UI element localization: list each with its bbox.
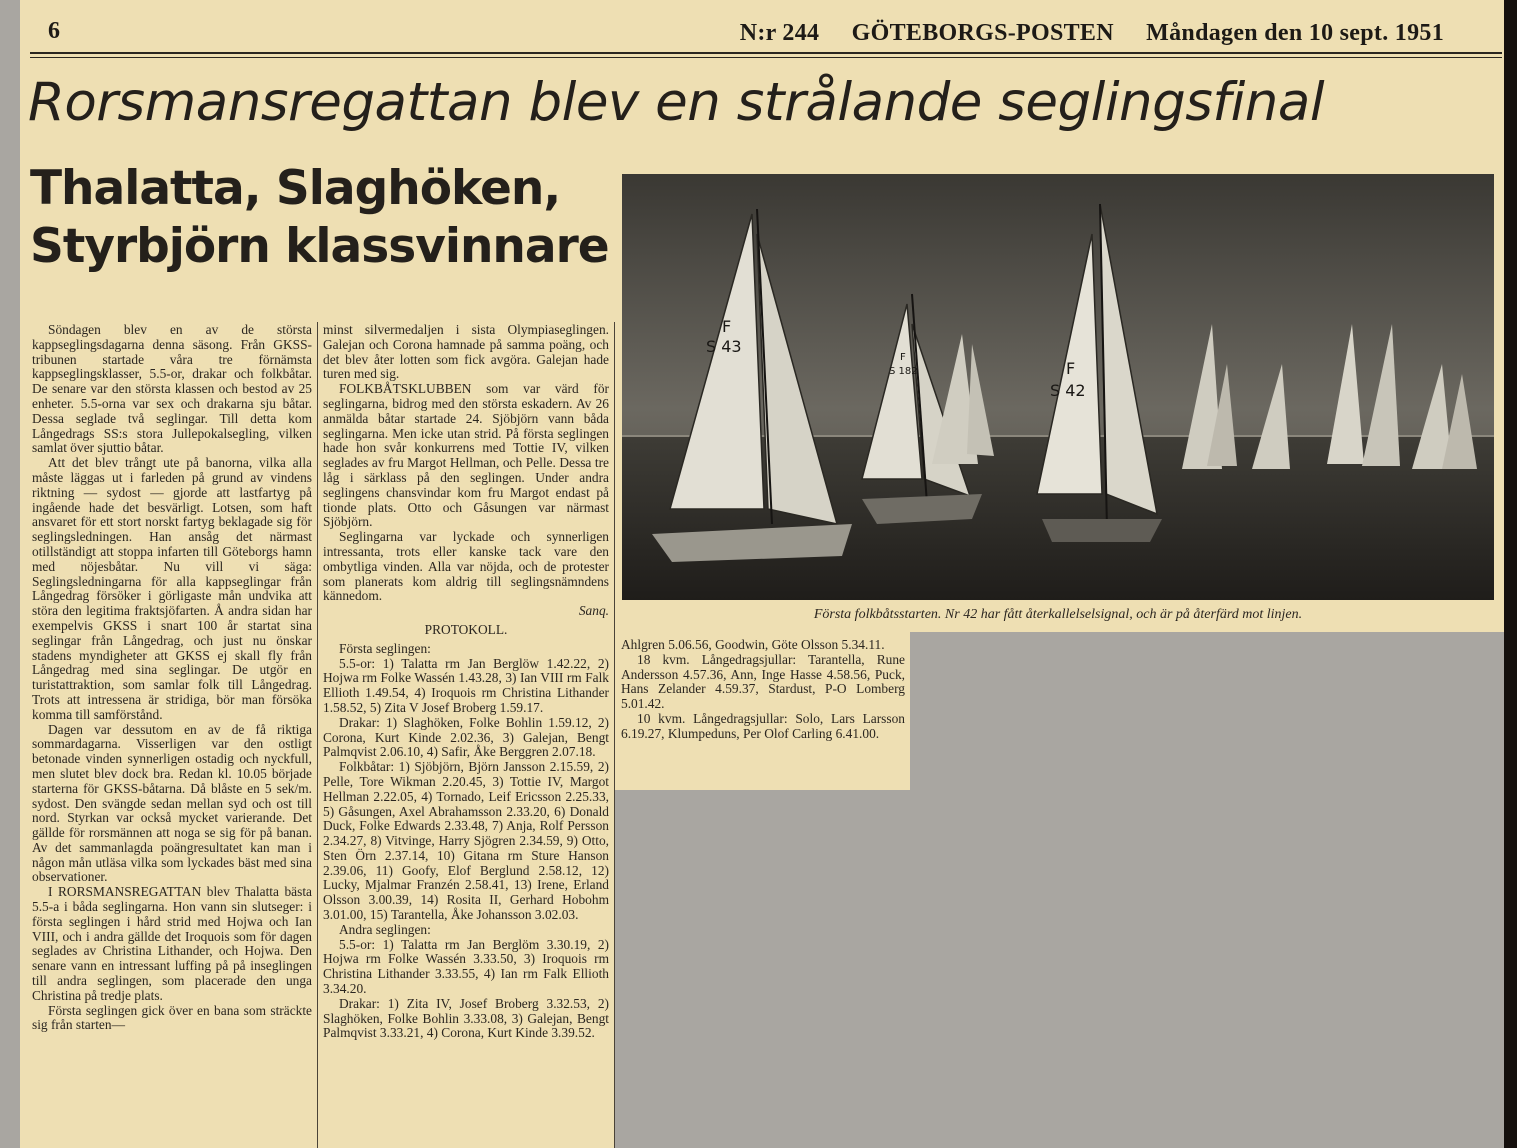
- article-column-3: [621, 638, 905, 742]
- sail-number: F: [722, 317, 732, 336]
- paragraph: Seglingarna var lyckade och synnerligen intressanta, trots eller kanske tack vare den ombytliga vinden. Alla var nöjda, och de protester som planerats kom aldrig till seglingsnämndens kännedom.: [323, 529, 609, 604]
- paragraph: Dagen var dessutom en av de få riktiga sommardagarna. Visserligen var den ostligt betonade vinden synnerligen ostadig och nyckfull, men slutet blev dock bra. Redan kl. 10.05 började starterna för GKSS-båtarna. Då blåste en 5 sek/m. sydost. Den svängde sedan mellan syd och ost till nord. Styrkan var också mycket varierande. Det gällde för rorsmännen att noga se sig för på banan. Av det sammanlagda poängresultatet kan man i någon mån utläsa vilka som lyckades bäst med sina observationer.: [32, 721, 312, 885]
- column-rule: [614, 322, 615, 1148]
- results-entry: Drakar: 1) Slaghöken, Folke Bohlin 1.59.12, 2) Corona, Kurt Kinde 2.02.36, 3) Galejan, Bengt Palmqvist 2.06.10, 4) Safir, Åke Berggren 2.07.18.: [323, 714, 609, 760]
- results-entry: 5.5-or: 1) Talatta rm Jan Berglöw 1.42.22, 2) Hojwa rm Folke Wassén 1.43.28, 3) Ian VIII rm Falk Ellioth 1.49.54, 4) Iroquois rm Christina Lithander 1.58.52, 5) Zita V Josef Broberg 1.59.17.: [323, 655, 609, 715]
- paragraph: FOLKBÅTSKLUBBEN som var värd för seglingarna, bidrog med den största eskadern. Av 26 anmälda båtar startade 24. Sjöbjörn vann båda seglingarna. Men icke utan strid. På första seglingen hade hon svår konkurrens med Tottie IV, vilken seglades av fru Margot Hellman, och Pelle. Dessa tre låg i särklass på den seglingen. Under andra seglingens chansvindar kom fru Margot endast på tionde plats. Otto och Gåsungen var närmast Sjöbjörn.: [323, 381, 609, 530]
- results-entry: 5.5-or: 1) Talatta rm Jan Berglöm 3.30.19, 2) Hojwa rm Folke Wassén 3.33.50, 3) Iroquois rm Christina Lithander 3.33.55, 4) Ian rm Falk Ellioth 3.34.20.: [323, 936, 609, 997]
- paragraph: I RORSMANSREGATTAN blev Thalatta bästa 5.5-a i båda seglingarna. Hon vann sin slutseger: i första seglingen i hård strid med Hojwa och Ian VIII, och i andra gällde det Iroquois som för dagen seglades av Christina Lithander, och Hojwa. Den senare vann en intressant luffing på på inseglingen till andra seglingen, som placerade den unga Christina på tredje plats.: [32, 884, 312, 1003]
- subheadline: [30, 160, 609, 276]
- subheadline-line-1: Thalatta, Slaghöken,: [30, 161, 561, 216]
- results-entry: Drakar: 1) Zita IV, Josef Broberg 3.32.53, 2) Slaghöken, Folke Bohlin 3.33.08, 3) Galejan, Bengt Palmqvist 3.33.21, 4) Corona, Kurt Kinde 3.39.52.: [323, 995, 609, 1041]
- issue-number: N:r 244: [739, 20, 820, 46]
- issue-date: Måndagen den 10 sept. 1951: [1146, 20, 1444, 46]
- photo-caption: Första folkbåtsstarten. Nr 42 har fått återkallelselsignal, och är på återfärd mot linjen.: [813, 607, 1303, 622]
- headline: Rorsmansregattan blev en strålande seglingsfinal: [28, 72, 1325, 133]
- page-number: 6: [48, 18, 60, 44]
- sail-number: F: [900, 352, 906, 363]
- scan-edge: [1504, 0, 1517, 1148]
- masthead: [48, 18, 1504, 52]
- paragraph: Söndagen blev en av de största kappseglingsdagarna denna säsong. Från GKSS-tribunen startade våra tre förnämsta kappseglingsklasser, 5.5-or, drakar och folkbåtar. De senare var den största klassen och bestod av 25 enheter. 5.5-orna var sex och drakarna sju båtar. Dessa seglade två seglingar. Till detta kom Långedrags SS:s stora Jullepokalsegling, vilken samlat över sjuttio båtar.: [32, 322, 312, 456]
- results-entry: 10 kvm. Långedragsjullar: Solo, Lars Larsson 6.19.27, Klumpeduns, Per Olof Carling 6.41.00.: [621, 710, 905, 741]
- masthead-rule: [30, 52, 1502, 54]
- article-column-1: [32, 323, 312, 1033]
- byline: Sanq.: [578, 603, 609, 619]
- paragraph: minst silvermedaljen i sista Olympiaseglingen. Galejan och Corona hamnade på samma poäng, och det blev åter lotten som fick avgöra. Galejan hade turen med sig.: [323, 322, 609, 382]
- subheadline-line-2: Styrbjörn klassvinnare: [30, 219, 609, 274]
- masthead-rule-thin: [30, 57, 1502, 58]
- article-column-2: [323, 323, 609, 1041]
- paragraph: Att det blev trångt ute på banorna, vilka alla måste läggas ut i farleden på grund av vindens riktning — sydost — gjorde att lastfartyg på ingående hade det besvärligt. Lotsen, som haft ansvaret för ett stort norskt fartyg beklagade sig för seglingsledningen. Han ansåg det närmast otillständigt att stoppa infarten till Göteborgs hamn med nöjesbåtar. Nu vill vi säga: Seglingsledningarna för alla kappseglingar från Långedrag försöker i görligaste mån undvika att störa den legitima fraktsjöfarten. Å andra sidan har exempelvis GKSS i snart 100 år startat sina seglingar från Långedrag, och just nu önskar stadens myndigheter att GKSS ej skall fly från Långedrag med sina seglingar. De utgör en turistattraktion, som samlar folk till Långedrag. Trots att intressena är stridiga, bör man försöka komma till samförstånd.: [32, 455, 312, 722]
- column-rule: [317, 322, 318, 1148]
- protocol-heading: PROTOKOLL.: [424, 621, 508, 637]
- paragraph: Första seglingen gick över en bana som sträckte sig från starten—: [32, 1002, 312, 1033]
- sail-number: S 42: [1050, 381, 1086, 400]
- sailing-photo: [622, 174, 1494, 600]
- results-subheading: Andra seglingen:: [339, 921, 431, 937]
- results-entry: Ahlgren 5.06.56, Goodwin, Göte Olsson 5.34.11.: [621, 637, 885, 652]
- results-entry: 18 kvm. Långedragsjullar: Tarantella, Rune Andersson 4.57.36, Ann, Inge Hasse 4.58.56, Puck, Hans Zelander 4.59.37, Stardust, P-O Lomberg 5.01.42.: [621, 651, 905, 712]
- sail-number: S 182: [889, 366, 918, 377]
- sail-number: F: [1066, 359, 1076, 378]
- results-entry: Folkbåtar: 1) Sjöbjörn, Björn Jansson 2.15.59, 2) Pelle, Tore Wikman 2.20.45, 3) Tottie IV, Margot Hellman 2.22.05, 4) Tornado, Leif Ericsson 2.25.33, 5) Gåsungen, Axel Abrahamsson 2.33.20, 6) Donald Duck, Folke Edwards 2.33.48, 7) Anja, Rolf Persson 2.34.27, 8) Vitvinge, Harry Sjögren 2.34.59, 9) Otto, Sten Örn 2.37.14, 10) Gitana rm Sture Hanson 2.39.06, 11) Goofy, Elof Berglund 2.58.12, 12) Lucky, Mjalmar Franzén 2.58.41, 13) Irene, Erland Olsson 3.00.39, 14) Rosita II, Gerhard Hobohm 3.01.00, 15) Tarantella, Åke Johansson 3.02.03.: [323, 759, 609, 923]
- sail-number: S 43: [706, 337, 742, 356]
- newspaper-name: GÖTEBORGS-POSTEN: [851, 20, 1114, 46]
- results-subheading: Första seglingen:: [339, 640, 431, 656]
